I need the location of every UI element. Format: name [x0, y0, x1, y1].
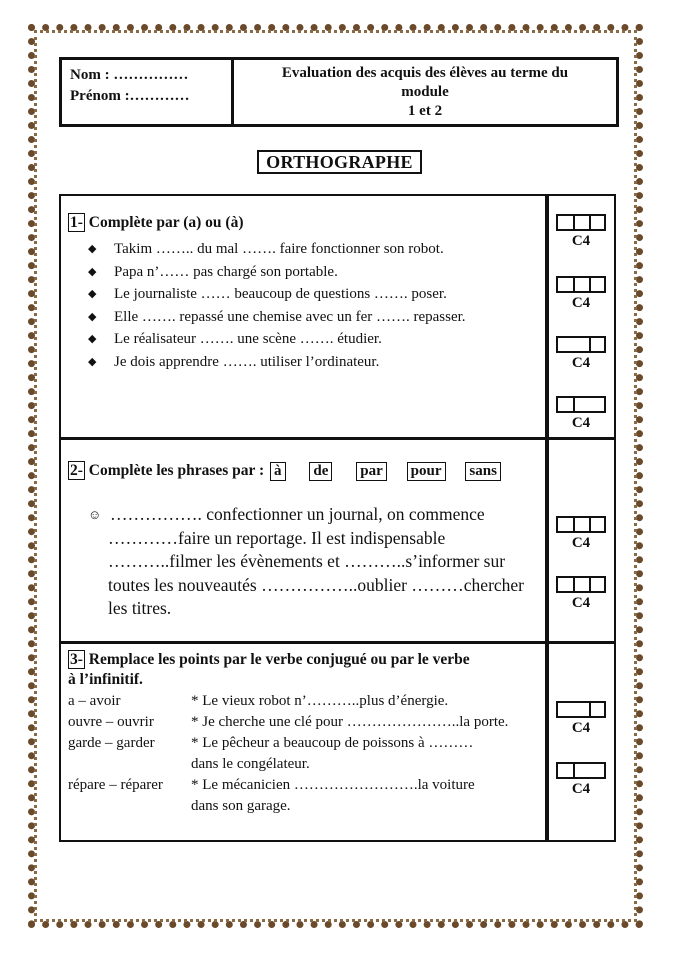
score-box[interactable]	[556, 336, 606, 353]
section2-number: 2-	[70, 462, 83, 479]
section2-paragraph	[108, 503, 558, 621]
header-box	[59, 57, 619, 127]
score-box[interactable]	[556, 214, 606, 231]
section3-title-line1: Remplace les points par le verbe conjugué ou par le verbe	[88, 651, 470, 668]
prenom-field[interactable]: Prénom :…………	[70, 88, 190, 104]
eval-line-3: 1 et 2	[407, 103, 443, 119]
sentence[interactable]: * Je cherche une clé pour …………………..la porte.	[191, 714, 509, 730]
diamond-bullet-icon: ◆	[88, 243, 97, 255]
word-box-par: par	[356, 462, 387, 481]
verb-pair: ouvre – ouvrir	[68, 714, 154, 730]
score-box[interactable]	[556, 762, 606, 779]
criterion-label: C4	[571, 781, 591, 797]
diamond-bullet-icon: ◆	[88, 265, 97, 278]
list-item-text[interactable]: Papa n’…… pas chargé son portable.	[114, 263, 338, 280]
smiley-icon: ☺	[88, 507, 102, 522]
paragraph-line[interactable]: toutes les nouveautés ……………..oublier ………chercher	[108, 574, 525, 595]
table-row	[68, 754, 508, 775]
criterion-label: C4	[571, 233, 591, 249]
table-row	[68, 796, 508, 817]
verb-pair: a – avoir	[68, 693, 121, 709]
criterion-label: C4	[571, 595, 591, 611]
section3-rows	[68, 691, 508, 817]
diamond-bullet-icon: ◆	[88, 288, 97, 300]
sentence[interactable]: * Le pêcheur a beaucoup de poissons à ………	[191, 735, 474, 751]
diamond-bullet-icon: ◆	[88, 355, 97, 368]
section1-number: 1-	[70, 214, 83, 231]
criterion-label: C4	[571, 295, 591, 311]
word-box-sans: sans	[465, 462, 501, 481]
eval-line-2: module	[401, 84, 449, 100]
paragraph-line[interactable]: …………faire un reportage. Il est indispensable	[108, 527, 446, 548]
sentence: dans son garage.	[191, 798, 291, 814]
criterion-label: C4	[571, 415, 591, 431]
list-item-text[interactable]: Le journaliste …… beaucoup de questions ……. poser.	[114, 286, 447, 302]
verb-pair: répare – réparer	[68, 777, 163, 793]
section1-list	[88, 238, 466, 373]
section2-title: Complète les phrases par :	[88, 462, 265, 479]
list-item	[88, 283, 466, 306]
word-box-de: de	[309, 462, 332, 481]
section3-title-line2: à l’infinitif.	[68, 671, 143, 688]
section-divider-1	[59, 437, 616, 440]
list-item	[88, 351, 466, 374]
section2-heading	[68, 462, 501, 481]
criterion-label: C4	[571, 535, 591, 551]
diamond-bullet-icon: ◆	[88, 310, 97, 323]
diamond-bullet-icon: ◆	[88, 333, 97, 345]
word-box-pour: pour	[407, 462, 446, 481]
word-box-a: à	[270, 462, 286, 481]
student-identity	[62, 60, 234, 124]
verb-pair	[68, 796, 191, 817]
score-box[interactable]	[556, 516, 606, 533]
table-row	[68, 691, 508, 712]
page-title: ORTHOGRAPHE	[257, 150, 422, 174]
list-item-text[interactable]: Je dois apprendre ……. utiliser l’ordinateur.	[114, 353, 380, 370]
sentence[interactable]: * Le vieux robot n’………..plus d’énergie.	[191, 693, 449, 709]
sentence[interactable]: * Le mécanicien …………………….la voiture	[191, 777, 475, 793]
section3-heading	[68, 650, 470, 690]
section-divider-2	[59, 641, 616, 644]
score-box[interactable]	[556, 701, 606, 718]
list-item-text[interactable]: Le réalisateur ……. une scène ……. étudier.	[114, 331, 382, 347]
criterion-label: C4	[571, 720, 591, 736]
score-box[interactable]	[556, 276, 606, 293]
section1-title: Complète par (a) ou (à)	[88, 214, 244, 231]
score-box[interactable]	[556, 576, 606, 593]
criterion-label: C4	[571, 355, 591, 371]
table-row	[68, 712, 508, 733]
eval-line-1: Evaluation des acquis des élèves au terme du	[281, 65, 569, 81]
paragraph-line: les titres.	[108, 598, 172, 618]
list-item	[88, 306, 466, 329]
score-box[interactable]	[556, 396, 606, 413]
list-item	[88, 238, 466, 261]
verb-pair	[68, 754, 191, 775]
list-item	[88, 261, 466, 284]
table-row	[68, 775, 508, 796]
nom-field[interactable]: Nom : ……………	[70, 67, 189, 83]
sentence: dans le congélateur.	[191, 756, 310, 772]
table-row	[68, 733, 508, 754]
verb-pair: garde – garder	[68, 735, 155, 751]
section1-heading	[68, 214, 244, 232]
list-item-text[interactable]: Elle ……. repassé une chemise avec un fer ……. repasser.	[114, 308, 466, 325]
evaluation-title	[234, 60, 616, 124]
list-item	[88, 328, 466, 351]
paragraph-line[interactable]: ………..filmer les évènements et ………..s’informer sur	[108, 551, 506, 571]
list-item-text[interactable]: Takim …….. du mal ……. faire fonctionner son robot.	[114, 241, 444, 257]
section3-number: 3-	[70, 651, 83, 668]
paragraph-line[interactable]: ……………. confectionner un journal, on commence	[110, 504, 485, 524]
